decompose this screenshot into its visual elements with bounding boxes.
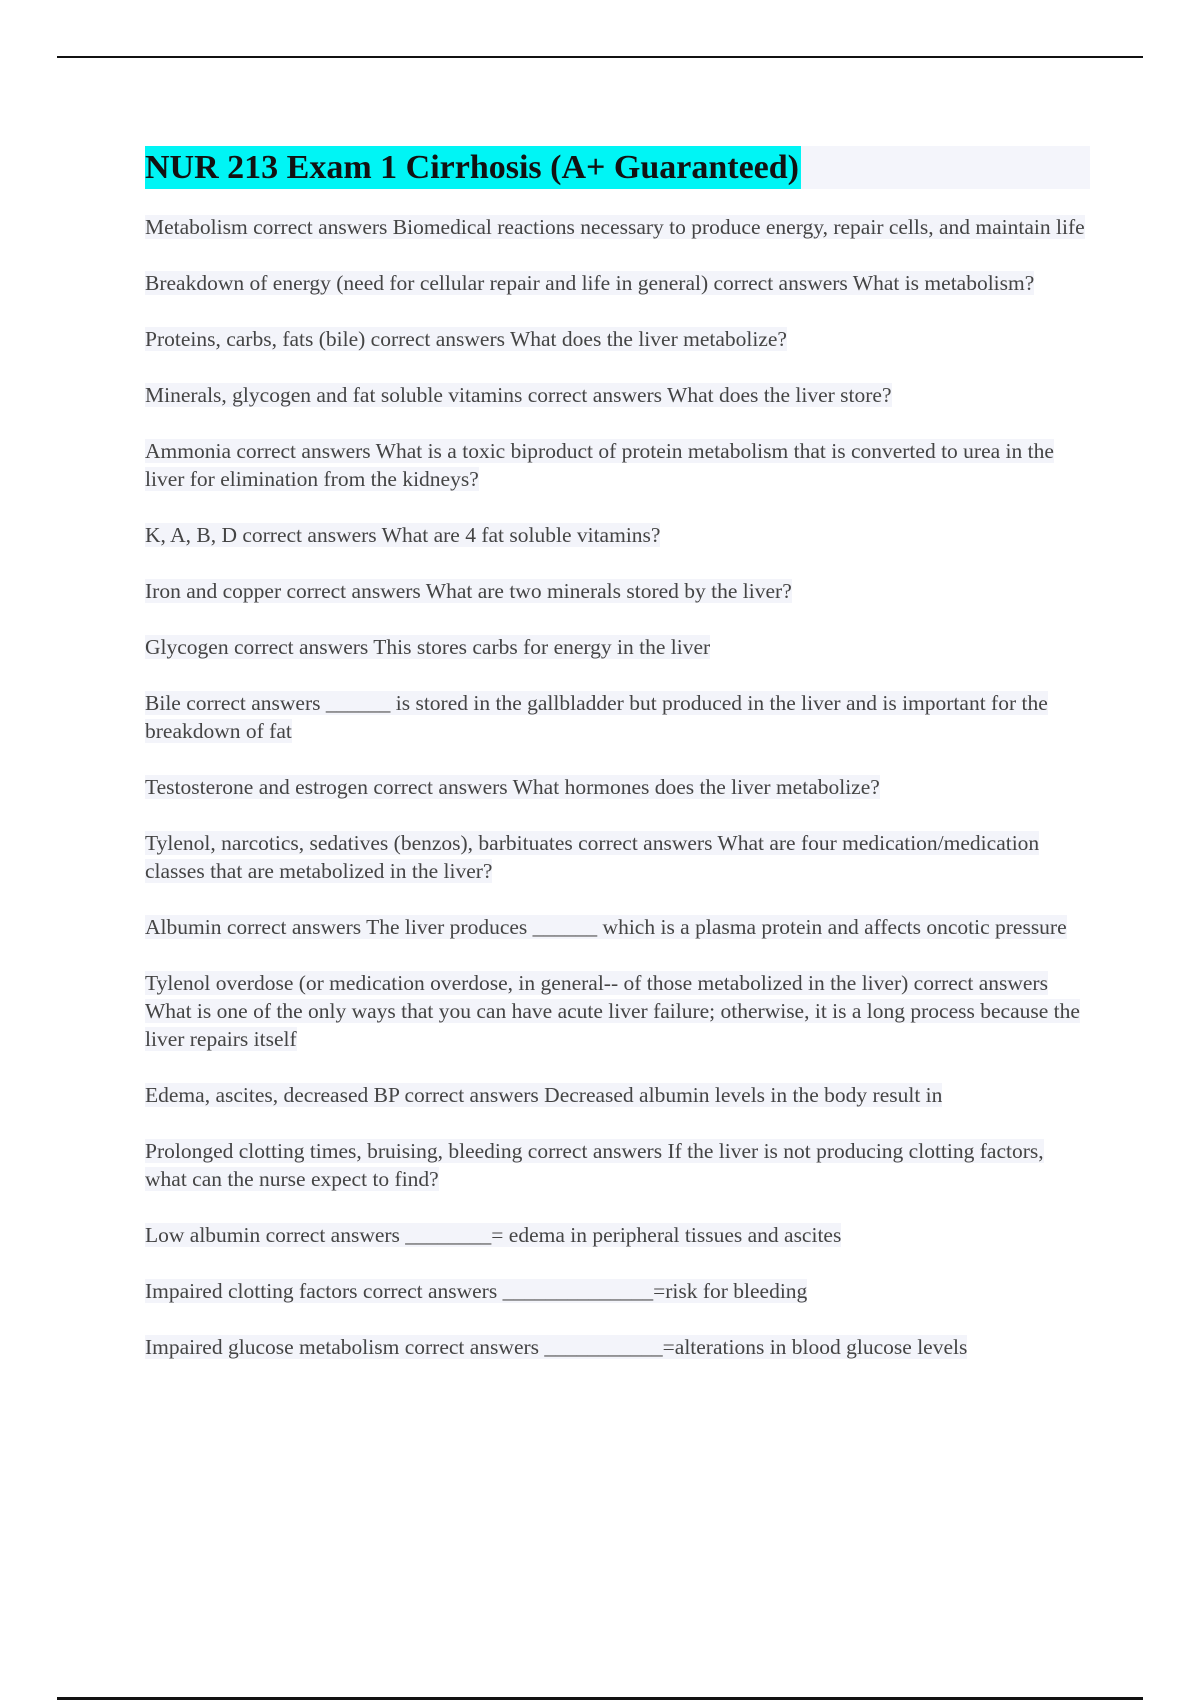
qa-item [145, 633, 1090, 661]
qa-text: Minerals, glycogen and fat soluble vitamins correct answers What does the liver store? [145, 383, 892, 407]
qa-item [145, 521, 1090, 549]
qa-item [145, 213, 1090, 241]
qa-item [145, 913, 1090, 941]
qa-text: Tylenol, narcotics, sedatives (benzos), barbituates correct answers What are four medication/medication classes that are metabolized in the liver? [145, 831, 1040, 883]
qa-item [145, 829, 1090, 885]
qa-text: Impaired clotting factors correct answers ______________=risk for bleeding [145, 1279, 808, 1303]
qa-text: Bile correct answers ______ is stored in the gallbladder but produced in the liver and is important for the breakdown of fat [145, 691, 1048, 743]
qa-text: Low albumin correct answers ________= edema in peripheral tissues and ascites [145, 1223, 842, 1247]
qa-text: Glycogen correct answers This stores carbs for energy in the liver [145, 635, 711, 659]
qa-text: Prolonged clotting times, bruising, bleeding correct answers If the liver is not producing clotting factors, what can the nurse expect to find? [145, 1139, 1044, 1191]
qa-text: Albumin correct answers The liver produces ______ which is a plasma protein and affects oncotic pressure [145, 915, 1067, 939]
qa-item [145, 381, 1090, 409]
qa-item [145, 1221, 1090, 1249]
qa-item [145, 969, 1090, 1053]
qa-text: Testosterone and estrogen correct answers What hormones does the liver metabolize? [145, 775, 880, 799]
top-rule [57, 56, 1143, 58]
qa-text: K, A, B, D correct answers What are 4 fat soluble vitamins? [145, 523, 661, 547]
qa-text: Breakdown of energy (need for cellular repair and life in general) correct answers What is metabolism? [145, 271, 1035, 295]
qa-item [145, 437, 1090, 493]
title-bar [145, 146, 1090, 189]
qa-list [145, 213, 1090, 1361]
qa-item [145, 1277, 1090, 1305]
qa-text: Ammonia correct answers What is a toxic biproduct of protein metabolism that is converted to urea in the liver for elimination from the kidneys? [145, 439, 1054, 491]
qa-text: Metabolism correct answers Biomedical reactions necessary to produce energy, repair cells, and maintain life [145, 215, 1085, 239]
qa-item [145, 689, 1090, 745]
qa-text: Iron and copper correct answers What are two minerals stored by the liver? [145, 579, 792, 603]
document-body [145, 146, 1090, 1389]
qa-item [145, 1333, 1090, 1361]
qa-item [145, 325, 1090, 353]
qa-item [145, 269, 1090, 297]
qa-item [145, 1137, 1090, 1193]
qa-text: Proteins, carbs, fats (bile) correct answers What does the liver metabolize? [145, 327, 787, 351]
qa-text: Edema, ascites, decreased BP correct answers Decreased albumin levels in the body result in [145, 1083, 943, 1107]
qa-item [145, 1081, 1090, 1109]
document-title: NUR 213 Exam 1 Cirrhosis (A+ Guaranteed) [145, 146, 801, 189]
qa-item [145, 577, 1090, 605]
qa-item [145, 773, 1090, 801]
qa-text: Impaired glucose metabolism correct answers ___________=alterations in blood glucose levels [145, 1335, 968, 1359]
qa-text: Tylenol overdose (or medication overdose, in general-- of those metabolized in the liver) correct answers What is one of the only ways that you can have acute liver failure; otherwise, it is a long process because the liver repairs itself [145, 971, 1080, 1051]
